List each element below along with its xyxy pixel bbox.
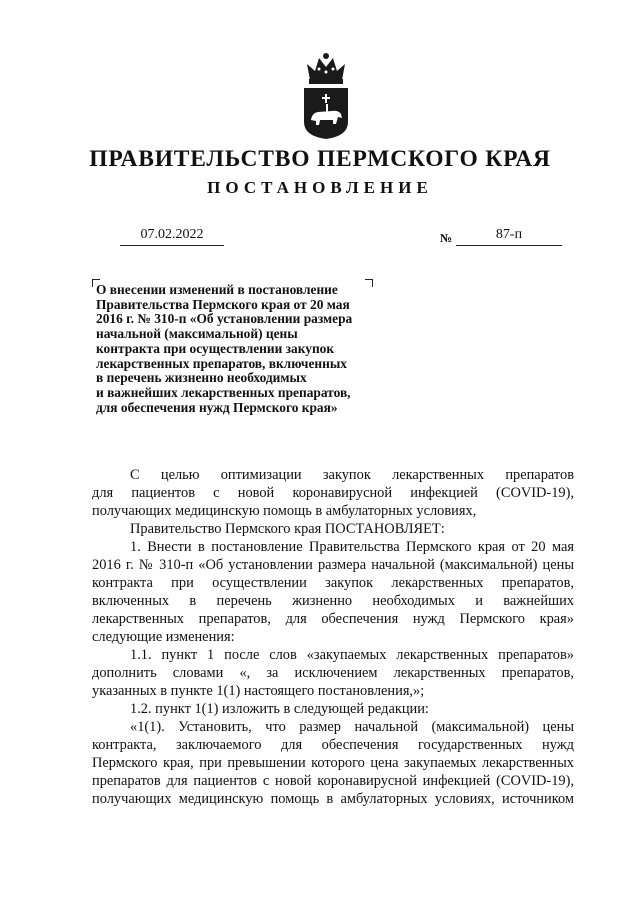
body-line: 2016 г. № 310-п «Об установлении размера начальной (максимальной) цены: [92, 557, 574, 573]
document-subject: [96, 283, 396, 415]
subject-line: и важнейших лекарственных препаратов,: [96, 384, 351, 400]
coat-of-arms-icon: [296, 50, 356, 140]
document-body: [92, 466, 574, 808]
subject-line: в перечень жизненно необходимых: [96, 370, 307, 386]
body-line: указанных в пункте 1(1) настоящего постановления,»;: [92, 683, 425, 699]
body-line: для пациентов с новой коронавирусной инфекцией (COVID-19),: [92, 485, 574, 501]
body-line: препаратов для пациентов с новой коронавирусной инфекцией (COVID-19),: [92, 773, 574, 789]
number-sign: №: [440, 231, 453, 245]
body-line: «1(1). Установить, что размер начальной (максимальной) цены: [130, 719, 574, 735]
document-number: 87-п: [456, 226, 562, 246]
body-line: дополнить словами «, за исключением лекарственных препаратов,: [92, 665, 574, 681]
body-line: лекарственных препаратов, для обеспечения нужд Пермского края»: [92, 611, 574, 627]
body-line: получающих медицинскую помощь в амбулаторных условиях, источником: [92, 791, 574, 807]
document-type: ПОСТАНОВЛЕНИЕ: [207, 178, 433, 197]
body-line: Правительство Пермского края ПОСТАНОВЛЯЕТ:: [130, 521, 445, 537]
body-line: 1. Внести в постановление Правительства Пермского края от 20 мая: [130, 539, 574, 555]
body-line: 1.1. пункт 1 после слов «закупаемых лекарственных препаратов»: [130, 647, 574, 663]
body-line: получающих медицинскую помощь в амбулаторных условиях,: [92, 503, 477, 519]
government-title: ПРАВИТЕЛЬСТВО ПЕРМСКОГО КРАЯ: [89, 146, 551, 172]
subject-line: лекарственных препаратов, включенных: [96, 355, 347, 371]
subject-line: начальной (максимальной) цены: [96, 326, 298, 342]
subject-line: 2016 г. № 310-п «Об установлении размера: [96, 311, 353, 327]
body-line: С целью оптимизации закупок лекарственных препаратов: [130, 467, 574, 483]
body-line: контракта при осуществлении закупок лекарственных препаратов,: [92, 575, 574, 591]
subject-line: Правительства Пермского края от 20 мая: [96, 296, 350, 312]
document-date: 07.02.2022: [120, 226, 224, 246]
body-line: следующие изменения:: [92, 629, 235, 645]
body-line: включенных в перечень жизненно необходимых и важнейших: [92, 593, 574, 609]
body-line: Пермского края, при превышении которого цена закупаемых лекарственных: [92, 755, 574, 771]
document-number-field: [440, 226, 562, 245]
subject-line: О внесении изменений в постановление: [96, 282, 338, 297]
body-line: 1.2. пункт 1(1) изложить в следующей редакции:: [130, 701, 429, 717]
subject-line: для обеспечения нужд Пермского края»: [96, 399, 338, 415]
body-line: контракта, заключаемого для обеспечения государственных нужд: [92, 737, 574, 753]
subject-line: контракта при осуществлении закупок: [96, 340, 335, 356]
